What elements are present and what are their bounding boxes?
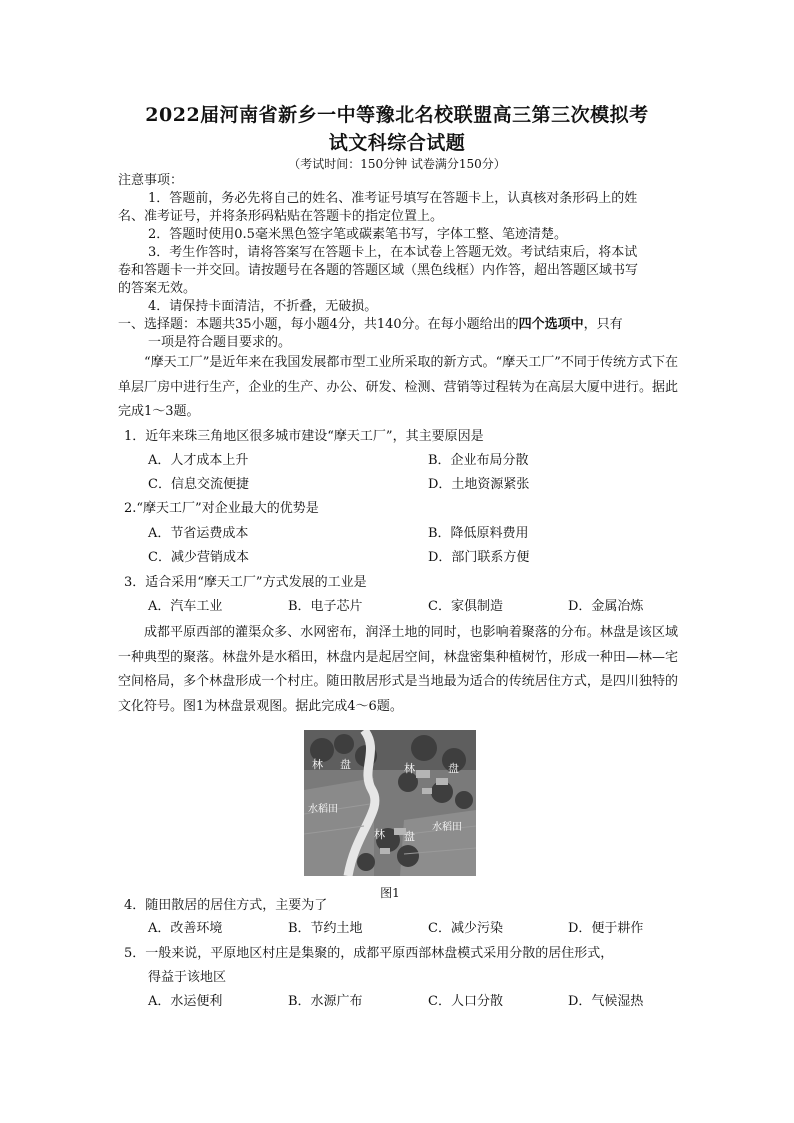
question-5-stem-line-1: 5．一般来说，平原地区村庄是集聚的，成都平原西部林盘模式采用分散的居住形式， [124,946,614,961]
question-5-stem-line-2: 得益于该地区 [148,970,227,985]
question-4-option-a[interactable]: A．改善环境 [148,921,223,936]
question-2-option-d[interactable]: D．部门联系方便 [428,550,530,565]
fig-label-paddy-field-1: 水稻田 [308,804,338,815]
question-3-stem: 3．适合采用“摩天工厂”方式发展的工业是 [124,575,367,590]
fig-label-pan-3: 盘 [404,830,415,843]
notes-heading: 注意事项： [118,173,184,188]
question-2-stem: 2.“摩天工厂”对企业最大的优势是 [124,501,319,516]
question-4-option-c[interactable]: C．减少污染 [428,921,503,936]
passage-1: “摩天工厂”是近年来在我国发展都市型工业所采取的新方式。“摩天工厂”不同于传统方式下在单层厂房中进行生产，企业的生产、办公、研发、检测、营销等过程转为在高层大厦中进行。据此完成1～3题。 [118,355,678,419]
fig-label-pan-2: 盘 [448,762,459,775]
fig-label-pan-1: 盘 [340,758,351,771]
note-1-line-1: 1．答题前，务必先将自己的姓名、准考证号填写在答题卡上，认真核对条形码上的姓 [148,191,638,206]
section-heading-line-2: 一项是符合题目要求的。 [148,335,292,350]
question-1-option-d[interactable]: D．土地资源紧张 [428,477,530,492]
question-2-option-b[interactable]: B．降低原料费用 [428,526,529,541]
note-3-line-1: 3．考生作答时，请将答案写在答题卡上，在本试卷上答题无效。考试结束后，将本试 [148,245,638,260]
exam-title-line1: 2022届河南省新乡一中等豫北名校联盟高三第三次模拟考 [145,104,649,126]
question-5-option-c[interactable]: C．人口分散 [428,994,503,1009]
question-1-stem: 1．近年来珠三角地区很多城市建设“摩天工厂”，其主要原因是 [124,429,484,444]
note-2: 2．答题时使用0.5毫米黑色签字笔或碳素笔书写，字体工整、笔迹清楚。 [148,227,567,242]
question-3-option-a[interactable]: A．汽车工业 [148,599,223,614]
question-3-option-d[interactable]: D．金属冶炼 [568,599,644,614]
question-5-option-d[interactable]: D．气候湿热 [568,994,644,1009]
exam-subtitle: （考试时间：150分钟 试卷满分150分） [288,157,506,171]
note-4: 4．请保持卡面清洁，不折叠，无破损。 [148,299,378,314]
fig-label-lin-3: 林 [374,828,385,841]
question-4-stem: 4．随田散居的居住方式，主要为了 [124,898,328,913]
note-3-line-2: 卷和答题卡一并交回。请按题号在各题的答题区域（黑色线框）内作答，超出答题区域书写 [118,263,639,278]
question-1-option-b[interactable]: B．企业布局分散 [428,453,529,468]
fig-label-lin-1: 林 [312,758,323,771]
figure-1-linpan-landscape [304,730,476,876]
exam-title-line2: 试文科综合试题 [328,132,466,154]
fig-label-paddy-field-2: 水稻田 [432,822,462,833]
question-1-option-a[interactable]: A．人才成本上升 [148,453,249,468]
question-5-option-b[interactable]: B．水源广布 [288,994,363,1009]
section-heading-line-1: 一、选择题：本题共35小题，每小题4分，共140分。在每小题给出的四个选项中，只有 [118,317,623,332]
figure-1-caption: 图1 [380,886,400,900]
question-3-option-c[interactable]: C．家俱制造 [428,599,503,614]
fig-label-lin-2: 林 [404,762,415,775]
question-4-option-d[interactable]: D．便于耕作 [568,921,644,936]
question-1-option-c[interactable]: C．信息交流便捷 [148,477,249,492]
question-4-option-b[interactable]: B．节约土地 [288,921,363,936]
note-3-line-3: 的答案无效。 [118,281,197,296]
note-1-line-2: 名、准考证号，并将条形码粘贴在答题卡的指定位置上。 [118,209,444,224]
question-2-option-a[interactable]: A．节省运费成本 [148,526,249,541]
passage-2: 成都平原西部的灌渠众多、水网密布，润泽土地的同时，也影响着聚落的分布。林盘是该区域一种典型的聚落。林盘外是水稻田，林盘内是起居空间，林盘密集种植树竹，形成一种田—林—宅空间格局，多个林盘形成一个村庄。随田散居形式是当地最为适合的传统居住方式，是四川独特的文化符号。图1为林盘景观图。据此完成4～6题。 [118,625,678,714]
question-5-option-a[interactable]: A．水运便利 [148,994,223,1009]
question-2-option-c[interactable]: C．减少营销成本 [148,550,249,565]
question-3-option-b[interactable]: B．电子芯片 [288,599,363,614]
